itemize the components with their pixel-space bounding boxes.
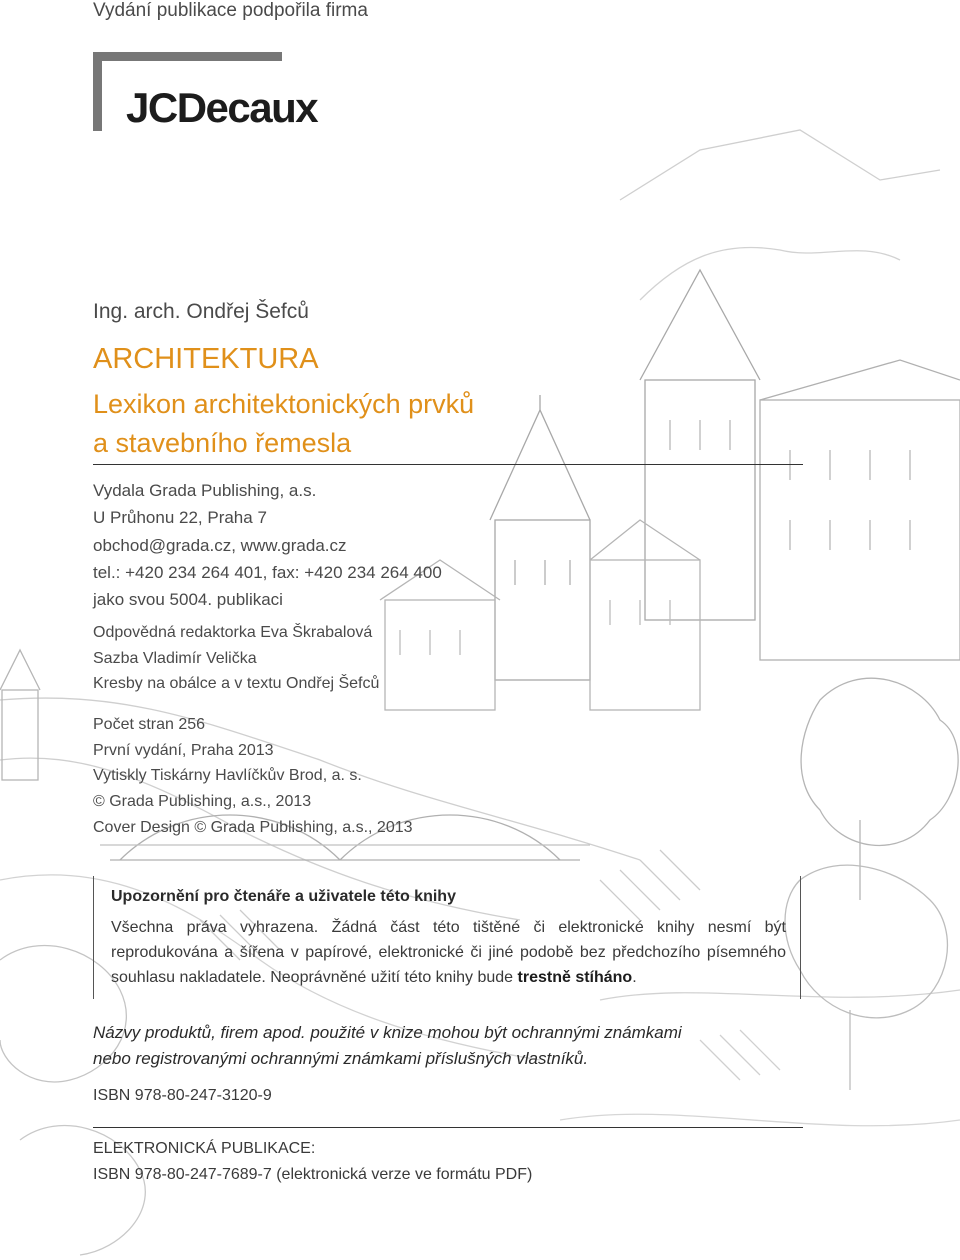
author-name: Ing. arch. Ondřej Šefců [93,300,309,323]
info-line: Počet stran 256 [93,716,206,733]
isbn-print: ISBN 978-80-247-3120-9 [93,1087,272,1104]
notice-body [111,915,786,990]
info-line: Cover Design © Grada Publishing, a.s., 2013 [93,818,413,836]
notice-text: Všechna práva vyhrazena. Žádná část této tištěné či elektronické knihy nesmí být reprodukována a šířena v papírové, elektronické či jiné podobě bez předchozího písemného souhlasu nakladatele. Neoprávněné užití této knihy bude [111,919,786,986]
book-subtitle-line: Lexikon architektonických prvků [93,389,475,419]
publisher-info [93,477,442,613]
credit-line: Odpovědná redaktorka Eva Škrabalová [93,624,373,641]
jcdecaux-logo: JCDecaux [126,84,318,131]
publisher-line: U Průhonu 22, Praha 7 [93,508,267,528]
book-title: ARCHITEKTURA [93,343,319,375]
notice-end: . [632,969,637,986]
trademark-line: Názvy produktů, firem apod. použité v knize mohou být ochrannými známkami [93,1023,682,1042]
reader-notice-box [93,876,801,999]
edition-info [93,712,413,841]
trademark-note [93,1020,682,1072]
book-subtitle [93,385,474,463]
epub-label: ELEKTRONICKÁ PUBLIKACE: [93,1140,316,1157]
publisher-line: jako svou 5004. publikaci [93,590,283,610]
credits [93,620,379,697]
credit-line: Kresby na obálce a v textu Ondřej Šefců [93,675,380,693]
sponsor-note: Vydání publikace podpořila firma [93,0,368,21]
book-subtitle-line: a stavebního řemesla [93,428,352,458]
info-line: © Grada Publishing, a.s., 2013 [93,793,312,811]
publisher-line: Vydala Grada Publishing, a.s. [93,481,317,500]
notice-title: Upozornění pro čtenáře a uživatele této knihy [111,888,456,905]
trademark-line: nebo registrovanými ochrannými známkami příslušných vlastníků. [93,1049,589,1068]
isbn-electronic: ISBN 978-80-247-7689-7 (elektronická verze ve formátu PDF) [93,1166,533,1183]
divider [93,464,803,465]
divider [93,1127,803,1128]
notice-emphasis: trestně stíháno [517,969,633,986]
info-line: První vydání, Praha 2013 [93,741,274,759]
credit-line: Sazba Vladimír Velička [93,649,257,667]
info-line: Vytiskly Tiskárny Havlíčkův Brod, a. s. [93,767,362,785]
publisher-phone-line: tel.: +420 234 264 401, fax: +420 234 264 400 [93,562,442,582]
publisher-contact-line: obchod@grada.cz, www.grada.cz [93,535,347,555]
